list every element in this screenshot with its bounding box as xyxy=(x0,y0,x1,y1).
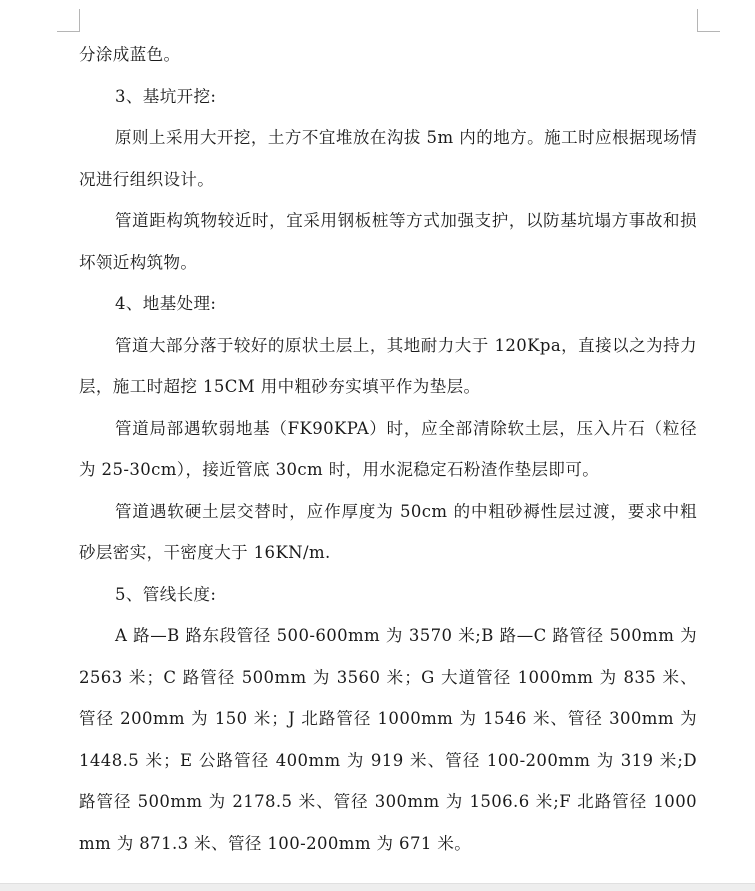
paragraph-continuation[interactable]: 分涂成蓝色。 xyxy=(79,45,181,64)
paragraph-excavation-method[interactable]: 原则上采用大开挖，土方不宜堆放在沟拔 5m 内的地方。施工时应根据现场情况进行组织设计。 xyxy=(79,128,697,189)
top-left-margin-mark xyxy=(57,9,80,32)
paragraph-bearing-layer[interactable]: 管道大部分落于较好的原状土层上，其地耐力大于 120Kpa，直接以之为持力层，施工时超挖 15CM 用中粗砂夯实填平作为垫层。 xyxy=(79,335,697,396)
page-gap xyxy=(0,883,755,891)
paragraph-pipeline-lengths[interactable]: A 路—B 路东段管径 500-600mm 为 3570 米;B 路—C 路管径 500mm 为 2563 米；C 路管径 500mm 为 3560 米；G 大道管径 1000mm 为 835 米、管径 200mm 为 150 米；J 北路管径 1000mm 为 1546 米、管径 300mm 为 1448.5 米；E 公路管径 400mm 为 919 米、管径 100-200mm 为 319 米;D 路管径 500mm 为 2178.5 米、管径 300mm 为 1506.6 米;F 北路管径 1000mm 为 871.3 米、管径 100-200mm 为 671 米。 xyxy=(79,626,697,853)
top-right-margin-mark xyxy=(697,9,720,32)
paragraph-soft-foundation[interactable]: 管道局部遇软弱地基（FK90KPA）时，应全部清除软土层，压入片石（粒径为 25-30cm），接近管底 30cm 时，用水泥稳定石粉渣作垫层即可。 xyxy=(79,418,697,479)
paragraph-transition-layer[interactable]: 管道遇软硬土层交替时，应作厚度为 50cm 的中粗砂褥性层过渡，要求中粗砂层密实，干密度大于 16KN/m. xyxy=(79,501,697,562)
heading-pipeline-length[interactable]: 5、管线长度: xyxy=(115,584,217,604)
heading-foundation[interactable]: 4、地基处理: xyxy=(115,294,217,313)
heading-excavation[interactable]: 3、基坑开挖: xyxy=(115,86,217,106)
paragraph-support[interactable]: 管道距构筑物较近时，宜采用钢板桩等方式加强支护，以防基坑塌方事故和损坏领近构筑物。 xyxy=(79,211,697,272)
document-body[interactable] xyxy=(79,34,697,864)
